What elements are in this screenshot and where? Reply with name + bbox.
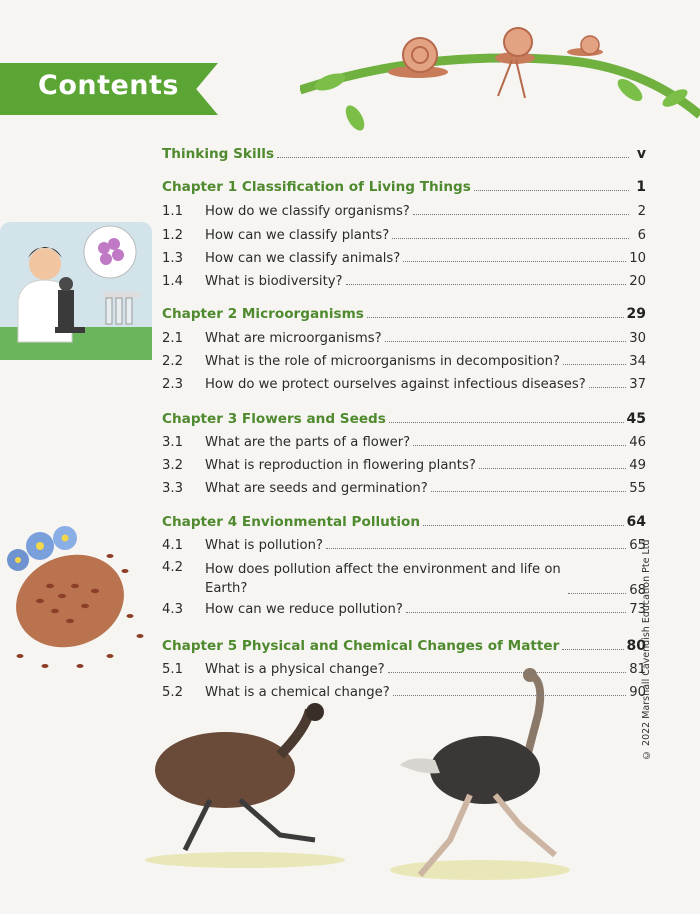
section-title: How can we classify plants? bbox=[205, 228, 390, 243]
toc-section-1-4[interactable] bbox=[162, 274, 646, 289]
leader-dots bbox=[413, 214, 629, 215]
flower-seeds-illustration bbox=[0, 516, 160, 681]
section-number: 5.2 bbox=[162, 685, 183, 700]
leader-dots bbox=[388, 672, 627, 673]
toc-page-number: 29 bbox=[626, 306, 646, 322]
toc-page-number: 55 bbox=[629, 481, 646, 496]
toc-section-2-2[interactable] bbox=[162, 354, 646, 369]
section-number: 2.1 bbox=[162, 331, 183, 346]
section-number: 4.3 bbox=[162, 602, 183, 617]
toc-page-number: 34 bbox=[629, 354, 646, 369]
toc-page-number: 73 bbox=[629, 602, 646, 617]
section-number: 3.2 bbox=[162, 458, 183, 473]
toc-page-number: 37 bbox=[629, 377, 646, 392]
section-title: How does pollution affect the environment and life on Earth? bbox=[205, 562, 561, 596]
toc-page-number: 1 bbox=[636, 179, 646, 195]
chapter-title: Chapter 5 Physical and Chemical Changes of Matter bbox=[162, 638, 560, 654]
toc-page-number: 10 bbox=[629, 251, 646, 266]
toc-chapter-1[interactable] bbox=[162, 179, 646, 195]
leader-dots bbox=[413, 445, 626, 446]
toc-section-1-2[interactable] bbox=[162, 228, 646, 243]
leader-dots bbox=[277, 157, 629, 158]
section-number: 2.3 bbox=[162, 377, 183, 392]
toc-section-1-3[interactable] bbox=[162, 251, 646, 266]
toc-chapter-2[interactable] bbox=[162, 306, 646, 322]
leader-dots bbox=[392, 238, 629, 239]
leader-dots bbox=[563, 364, 626, 365]
toc-section-4-1[interactable] bbox=[162, 538, 646, 553]
toc-section-3-1[interactable] bbox=[162, 435, 646, 450]
leader-dots bbox=[479, 468, 626, 469]
section-number: 1.3 bbox=[162, 251, 183, 266]
toc-entry-thinking-skills[interactable] bbox=[162, 146, 646, 162]
toc-page-number: 80 bbox=[626, 638, 646, 654]
section-title: What are the parts of a flower? bbox=[205, 435, 411, 450]
toc-section-4-2[interactable] bbox=[162, 560, 646, 598]
section-number: 2.2 bbox=[162, 354, 183, 369]
toc-page-number: 65 bbox=[629, 538, 646, 553]
toc-chapter-5[interactable] bbox=[162, 638, 646, 654]
toc-section-2-3[interactable] bbox=[162, 377, 646, 392]
section-title: What are microorganisms? bbox=[205, 331, 382, 346]
section-number: 1.4 bbox=[162, 274, 183, 289]
toc-page-number: 81 bbox=[629, 662, 646, 677]
toc-section-2-1[interactable] bbox=[162, 331, 646, 346]
page-title: Contents bbox=[38, 70, 180, 101]
toc-entry-title: Thinking Skills bbox=[162, 146, 275, 162]
chapter-title: Chapter 2 Microorganisms bbox=[162, 306, 364, 322]
section-title: What is reproduction in flowering plants? bbox=[205, 458, 476, 473]
toc-section-5-2[interactable] bbox=[162, 685, 646, 700]
toc-page-number: 2 bbox=[637, 204, 646, 219]
toc-page-number: 68 bbox=[629, 583, 646, 598]
toc-section-1-1[interactable] bbox=[162, 204, 646, 219]
section-number: 3.3 bbox=[162, 481, 183, 496]
toc-section-5-1[interactable] bbox=[162, 662, 646, 677]
section-title: What is the role of microorganisms in decomposition? bbox=[205, 354, 561, 369]
section-number: 4.2 bbox=[162, 560, 183, 575]
vine-snails-illustration bbox=[300, 20, 700, 140]
toc-page-number: 49 bbox=[629, 458, 646, 473]
section-number: 1.1 bbox=[162, 204, 183, 219]
section-number: 3.1 bbox=[162, 435, 183, 450]
leader-dots bbox=[423, 525, 624, 526]
toc-page-number: 30 bbox=[629, 331, 646, 346]
section-title: How do we protect ourselves against infectious diseases? bbox=[205, 377, 586, 392]
leader-dots bbox=[385, 341, 627, 342]
leader-dots bbox=[393, 695, 626, 696]
scientist-microscope-illustration bbox=[0, 222, 152, 360]
leader-dots bbox=[406, 612, 626, 613]
section-number: 5.1 bbox=[162, 662, 183, 677]
toc-page-number: v bbox=[636, 146, 646, 162]
toc-chapter-4[interactable] bbox=[162, 514, 646, 530]
leader-dots bbox=[326, 548, 626, 549]
leader-dots bbox=[389, 422, 624, 423]
toc-page-number: 64 bbox=[626, 514, 646, 530]
section-title: What is a chemical change? bbox=[205, 685, 390, 700]
leader-dots bbox=[346, 284, 627, 285]
section-title: What is a physical change? bbox=[205, 662, 385, 677]
leader-dots bbox=[474, 190, 629, 191]
section-number: 4.1 bbox=[162, 538, 183, 553]
toc-page-number: 6 bbox=[637, 228, 646, 243]
toc-page-number: 46 bbox=[629, 435, 646, 450]
emu-illustration bbox=[130, 700, 360, 870]
toc-chapter-3[interactable] bbox=[162, 411, 646, 427]
section-title: What is biodiversity? bbox=[205, 274, 343, 289]
copyright-notice: © 2022 Marshall Cavendish Education Pte Ltd bbox=[641, 539, 652, 760]
section-title: How do we classify organisms? bbox=[205, 204, 410, 219]
toc-page-number: 20 bbox=[629, 274, 646, 289]
leader-dots bbox=[568, 593, 626, 594]
leader-dots bbox=[403, 261, 626, 262]
leader-dots bbox=[589, 387, 626, 388]
section-title: What are seeds and germination? bbox=[205, 481, 428, 496]
chapter-title: Chapter 3 Flowers and Seeds bbox=[162, 411, 386, 427]
leader-dots bbox=[367, 317, 624, 318]
toc-section-4-3[interactable] bbox=[162, 602, 646, 617]
section-title: How can we reduce pollution? bbox=[205, 602, 403, 617]
section-title: What is pollution? bbox=[205, 538, 323, 553]
leader-dots bbox=[431, 491, 626, 492]
leader-dots bbox=[562, 649, 623, 650]
section-title: How can we classify animals? bbox=[205, 251, 401, 266]
section-number: 1.2 bbox=[162, 228, 183, 243]
toc-section-3-2[interactable] bbox=[162, 458, 646, 473]
chapter-title: Chapter 1 Classification of Living Things bbox=[162, 179, 471, 195]
toc-page-number: 90 bbox=[629, 685, 646, 700]
toc-section-3-3[interactable] bbox=[162, 481, 646, 496]
toc-page-number: 45 bbox=[626, 411, 646, 427]
chapter-title: Chapter 4 Envionmental Pollution bbox=[162, 514, 421, 530]
